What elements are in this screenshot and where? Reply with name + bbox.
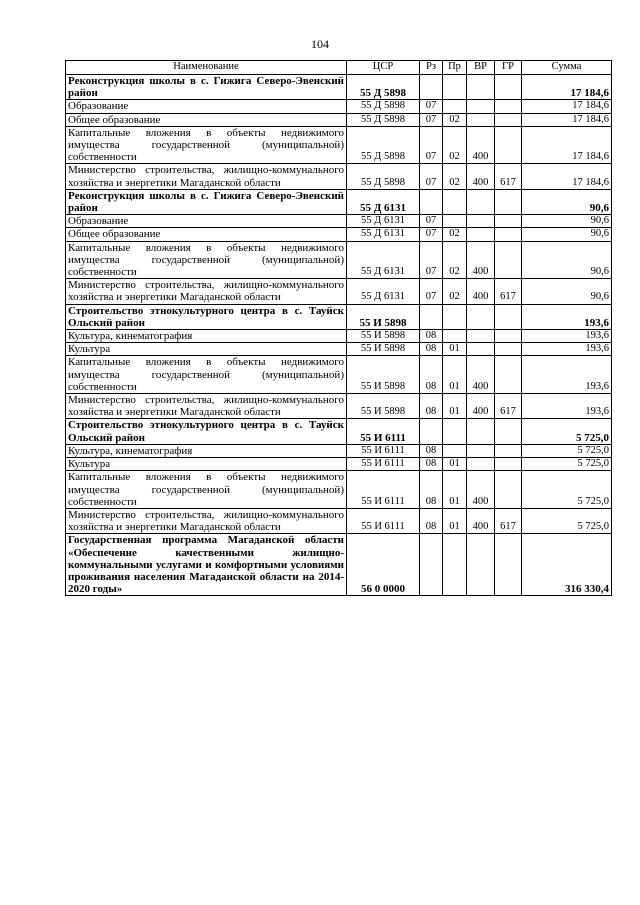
cell-gr xyxy=(495,189,522,214)
cell-sum: 17 184,6 xyxy=(522,75,612,100)
cell-rz: 08 xyxy=(420,356,443,394)
cell-rz: 08 xyxy=(420,471,443,509)
cell-sum: 17 184,6 xyxy=(522,100,612,113)
cell-rz: 07 xyxy=(420,100,443,113)
cell-pr: 02 xyxy=(443,113,467,126)
cell-rz: 08 xyxy=(420,394,443,419)
cell-gr xyxy=(495,356,522,394)
table-row xyxy=(66,75,612,100)
cell-pr: 01 xyxy=(443,343,467,356)
cell-rz: 08 xyxy=(420,458,443,471)
cell-rz: 07 xyxy=(420,241,443,279)
cell-sum: 90,6 xyxy=(522,189,612,214)
col-header-sum: Сумма xyxy=(522,61,612,75)
cell-pr: 02 xyxy=(443,126,467,164)
col-header-name: Наименование xyxy=(66,61,347,75)
cell-sum: 5 725,0 xyxy=(522,458,612,471)
cell-gr xyxy=(495,100,522,113)
cell-vr xyxy=(467,75,495,100)
col-header-csr: ЦСР xyxy=(347,61,420,75)
cell-rz xyxy=(420,189,443,214)
cell-pr xyxy=(443,215,467,228)
cell-sum: 17 184,6 xyxy=(522,164,612,189)
cell-sum: 90,6 xyxy=(522,215,612,228)
table-row xyxy=(66,164,612,189)
cell-name: Министерство строительства, жилищно-коммунального хозяйства и энергетики Магаданской области xyxy=(66,508,347,533)
cell-vr: 400 xyxy=(467,508,495,533)
cell-sum: 193,6 xyxy=(522,343,612,356)
cell-vr xyxy=(467,458,495,471)
cell-rz: 07 xyxy=(420,279,443,304)
table-row xyxy=(66,330,612,343)
cell-pr: 01 xyxy=(443,471,467,509)
cell-pr: 02 xyxy=(443,164,467,189)
cell-gr xyxy=(495,241,522,279)
cell-rz: 07 xyxy=(420,228,443,241)
cell-csr: 55 Д 6131 xyxy=(347,241,420,279)
cell-vr xyxy=(467,343,495,356)
cell-name: Министерство строительства, жилищно-коммунального хозяйства и энергетики Магаданской области xyxy=(66,279,347,304)
table-row xyxy=(66,394,612,419)
cell-rz: 07 xyxy=(420,164,443,189)
cell-csr: 55 И 5898 xyxy=(347,304,420,329)
cell-name: Общее образование xyxy=(66,228,347,241)
cell-name: Капитальные вложения в объекты недвижимого имущества государственной (муниципальной) собственности xyxy=(66,356,347,394)
cell-pr: 02 xyxy=(443,228,467,241)
cell-gr xyxy=(495,444,522,457)
cell-rz xyxy=(420,419,443,444)
cell-rz: 07 xyxy=(420,215,443,228)
cell-rz: 07 xyxy=(420,126,443,164)
table-row xyxy=(66,215,612,228)
cell-sum: 5 725,0 xyxy=(522,419,612,444)
col-header-vr: ВР xyxy=(467,61,495,75)
cell-vr xyxy=(467,419,495,444)
cell-name: Образование xyxy=(66,100,347,113)
cell-gr xyxy=(495,304,522,329)
cell-vr xyxy=(467,330,495,343)
cell-csr: 55 И 5898 xyxy=(347,394,420,419)
col-header-gr: ГР xyxy=(495,61,522,75)
table-row xyxy=(66,534,612,596)
cell-name: Общее образование xyxy=(66,113,347,126)
cell-vr xyxy=(467,304,495,329)
cell-sum: 5 725,0 xyxy=(522,444,612,457)
cell-name: Реконструкция школы в с. Гижига Северо-Эвенский район xyxy=(66,75,347,100)
cell-gr xyxy=(495,343,522,356)
cell-pr xyxy=(443,100,467,113)
table-header-row xyxy=(66,61,612,75)
cell-name: Капитальные вложения в объекты недвижимого имущества государственной (муниципальной) собственности xyxy=(66,126,347,164)
table-row xyxy=(66,508,612,533)
cell-name: Строительство этнокультурного центра в с. Тауйск Ольский район xyxy=(66,304,347,329)
cell-csr: 55 Д 6131 xyxy=(347,228,420,241)
cell-pr xyxy=(443,304,467,329)
cell-csr: 55 Д 5898 xyxy=(347,75,420,100)
cell-name: Строительство этнокультурного центра в с. Тауйск Ольский район xyxy=(66,419,347,444)
cell-sum: 17 184,6 xyxy=(522,113,612,126)
cell-rz xyxy=(420,534,443,596)
cell-gr xyxy=(495,534,522,596)
cell-csr: 55 Д 5898 xyxy=(347,126,420,164)
cell-gr xyxy=(495,330,522,343)
cell-gr xyxy=(495,215,522,228)
cell-gr xyxy=(495,228,522,241)
col-header-pr: Пр xyxy=(443,61,467,75)
cell-vr: 400 xyxy=(467,164,495,189)
cell-csr: 56 0 0000 xyxy=(347,534,420,596)
cell-name: Культура, кинематография xyxy=(66,330,347,343)
cell-gr xyxy=(495,419,522,444)
table-body xyxy=(66,75,612,596)
cell-sum: 90,6 xyxy=(522,279,612,304)
cell-gr xyxy=(495,75,522,100)
cell-sum: 193,6 xyxy=(522,394,612,419)
cell-vr xyxy=(467,534,495,596)
cell-csr: 55 И 6111 xyxy=(347,508,420,533)
cell-csr: 55 И 6111 xyxy=(347,458,420,471)
cell-name: Культура xyxy=(66,343,347,356)
cell-rz: 07 xyxy=(420,113,443,126)
cell-sum: 90,6 xyxy=(522,241,612,279)
cell-name: Министерство строительства, жилищно-коммунального хозяйства и энергетики Магаданской области xyxy=(66,394,347,419)
cell-pr xyxy=(443,189,467,214)
cell-gr: 617 xyxy=(495,508,522,533)
table-row xyxy=(66,100,612,113)
cell-name: Культура xyxy=(66,458,347,471)
cell-rz: 08 xyxy=(420,444,443,457)
cell-sum: 5 725,0 xyxy=(522,471,612,509)
cell-csr: 55 Д 6131 xyxy=(347,215,420,228)
cell-pr: 01 xyxy=(443,458,467,471)
cell-csr: 55 Д 6131 xyxy=(347,189,420,214)
col-header-rz: Рз xyxy=(420,61,443,75)
cell-vr: 400 xyxy=(467,394,495,419)
cell-name: Министерство строительства, жилищно-коммунального хозяйства и энергетики Магаданской области xyxy=(66,164,347,189)
table-row xyxy=(66,458,612,471)
cell-gr: 617 xyxy=(495,394,522,419)
cell-vr xyxy=(467,215,495,228)
cell-name: Образование xyxy=(66,215,347,228)
cell-gr: 617 xyxy=(495,279,522,304)
cell-csr: 55 И 5898 xyxy=(347,330,420,343)
cell-rz xyxy=(420,75,443,100)
cell-name: Культура, кинематография xyxy=(66,444,347,457)
cell-gr xyxy=(495,458,522,471)
cell-gr xyxy=(495,113,522,126)
table-row xyxy=(66,279,612,304)
cell-rz: 08 xyxy=(420,330,443,343)
cell-pr: 01 xyxy=(443,356,467,394)
table-row xyxy=(66,189,612,214)
cell-vr: 400 xyxy=(467,471,495,509)
cell-sum: 193,6 xyxy=(522,304,612,329)
cell-name: Реконструкция школы в с. Гижига Северо-Эвенский район xyxy=(66,189,347,214)
table-row xyxy=(66,471,612,509)
table-row xyxy=(66,126,612,164)
cell-pr: 01 xyxy=(443,394,467,419)
table-row xyxy=(66,444,612,457)
cell-vr: 400 xyxy=(467,279,495,304)
cell-csr: 55 И 5898 xyxy=(347,356,420,394)
cell-csr: 55 И 6111 xyxy=(347,419,420,444)
cell-csr: 55 Д 5898 xyxy=(347,164,420,189)
cell-pr xyxy=(443,330,467,343)
cell-vr xyxy=(467,189,495,214)
cell-csr: 55 И 6111 xyxy=(347,444,420,457)
cell-pr: 01 xyxy=(443,508,467,533)
cell-vr xyxy=(467,113,495,126)
table-row xyxy=(66,419,612,444)
cell-vr: 400 xyxy=(467,241,495,279)
cell-csr: 55 Д 5898 xyxy=(347,113,420,126)
cell-sum: 193,6 xyxy=(522,356,612,394)
cell-sum: 5 725,0 xyxy=(522,508,612,533)
cell-rz: 08 xyxy=(420,508,443,533)
cell-name: Капитальные вложения в объекты недвижимого имущества государственной (муниципальной) собственности xyxy=(66,241,347,279)
cell-csr: 55 И 5898 xyxy=(347,343,420,356)
cell-pr xyxy=(443,75,467,100)
table-row xyxy=(66,304,612,329)
cell-vr xyxy=(467,444,495,457)
cell-gr: 617 xyxy=(495,164,522,189)
budget-table xyxy=(65,60,612,596)
table-row xyxy=(66,356,612,394)
cell-csr: 55 Д 5898 xyxy=(347,100,420,113)
table-row xyxy=(66,228,612,241)
cell-pr xyxy=(443,444,467,457)
cell-rz xyxy=(420,304,443,329)
cell-vr: 400 xyxy=(467,126,495,164)
cell-vr: 400 xyxy=(467,356,495,394)
cell-sum: 316 330,4 xyxy=(522,534,612,596)
table-row xyxy=(66,343,612,356)
cell-csr: 55 Д 6131 xyxy=(347,279,420,304)
page-number: 104 xyxy=(311,37,329,51)
cell-gr xyxy=(495,126,522,164)
table-row xyxy=(66,241,612,279)
cell-pr xyxy=(443,419,467,444)
cell-csr: 55 И 6111 xyxy=(347,471,420,509)
cell-sum: 193,6 xyxy=(522,330,612,343)
cell-pr: 02 xyxy=(443,279,467,304)
table-row xyxy=(66,113,612,126)
cell-vr xyxy=(467,100,495,113)
cell-vr xyxy=(467,228,495,241)
cell-sum: 17 184,6 xyxy=(522,126,612,164)
cell-pr: 02 xyxy=(443,241,467,279)
cell-sum: 90,6 xyxy=(522,228,612,241)
cell-pr xyxy=(443,534,467,596)
cell-name: Государственная программа Магаданской области «Обеспечение качественными жилищно-коммунальными услугами и комфортными условиями проживания населения Магаданской области на 2014-2020 годы» xyxy=(66,534,347,596)
cell-name: Капитальные вложения в объекты недвижимого имущества государственной (муниципальной) собственности xyxy=(66,471,347,509)
cell-gr xyxy=(495,471,522,509)
cell-rz: 08 xyxy=(420,343,443,356)
